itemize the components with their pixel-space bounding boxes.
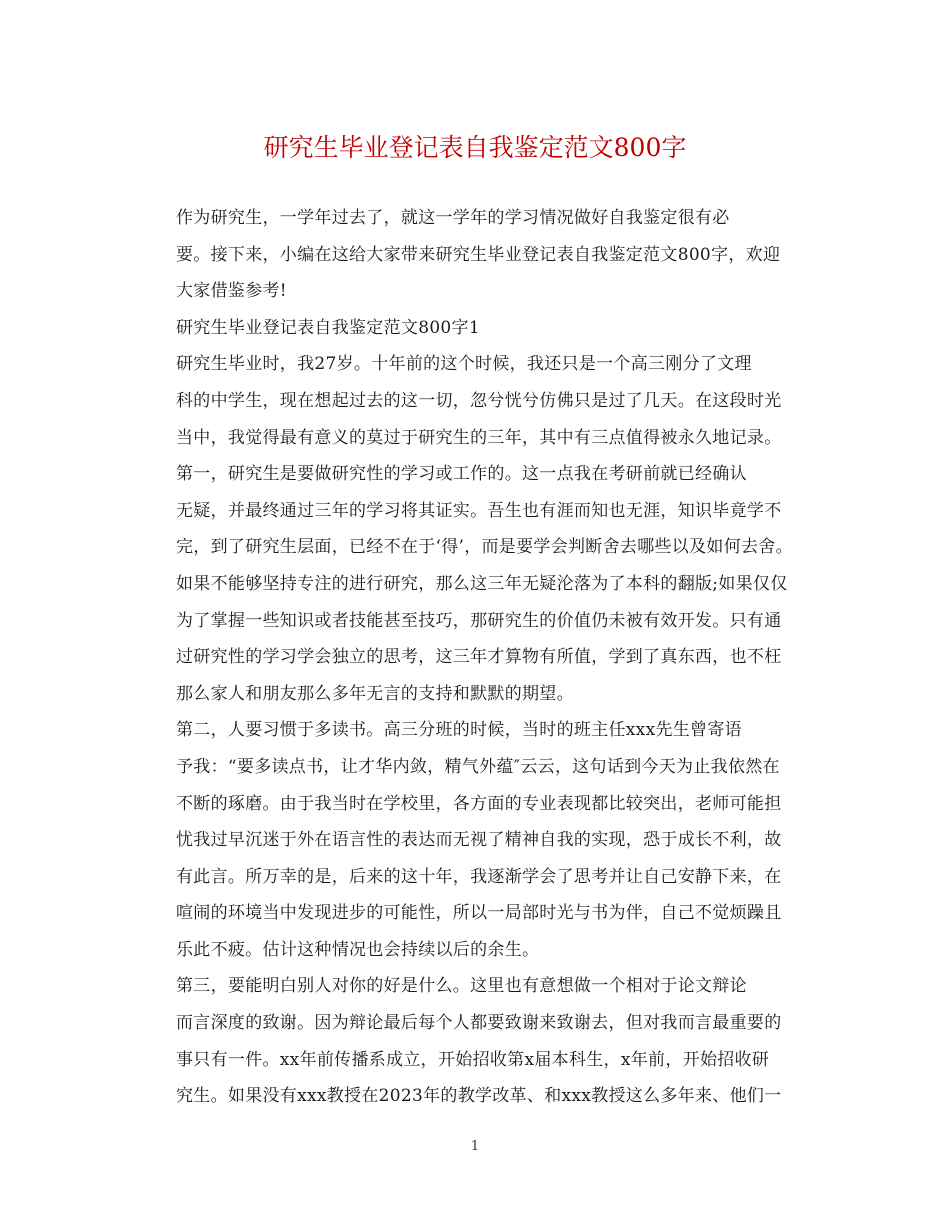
text-line: 为了掌握一些知识或者技能甚至技巧，那研究生的价值仍未被有效开发。只有通	[176, 610, 782, 631]
text-line: 第一，研究生是要做研究性的学习或工作的。这一点我在考研前就已经确认	[176, 464, 747, 485]
paragraph-intro	[142, 200, 804, 310]
text-line: 那么家人和朋友那么多年无言的支持和默默的期望。	[176, 683, 574, 704]
text-line: 当中，我觉得最有意义的莫过于研究生的三年，其中有三点值得被永久地记录。	[176, 427, 782, 448]
page-number: 1	[470, 1139, 480, 1154]
text-line: 忧我过早沉迷于外在语言性的表达而无视了精神自我的实现，恐于成长不利，故	[176, 830, 782, 851]
paragraph-first-point	[142, 456, 804, 712]
text-line: 而言深度的致谢。因为辩论最后每个人都要致谢来致谢去，但对我而言最重要的	[176, 1013, 782, 1034]
text-line: 事只有一件。xx年前传播系成立，开始招收第x届本科生，x年前，开始招收研	[176, 1049, 770, 1070]
text-line: 无疑，并最终通过三年的学习将其证实。吾生也有涯而知也无涯，知识毕竟学不	[176, 500, 782, 521]
text-line: 要。接下来，小编在这给大家带来研究生毕业登记表自我鉴定范文800字，欢迎	[176, 244, 781, 265]
text-line: 第三，要能明白别人对你的好是什么。这里也有意想做一个相对于论文辩论	[176, 976, 747, 997]
text-line: 有此言。所万幸的是，后来的这十年，我逐渐学会了思考并让自己安静下来，在	[176, 866, 782, 887]
document-title: 研究生毕业登记表自我鉴定范文800字	[263, 133, 687, 162]
text-line: 究生。如果没有xxx教授在2023年的教学改革、和xxx教授这么多年来、他们一	[176, 1086, 782, 1107]
text-line: 研究生毕业登记表自我鉴定范文800字1	[176, 317, 480, 338]
paragraph-second-point	[142, 712, 804, 968]
text-line: 过研究性的学习学会独立的思考，这三年才算物有所值，学到了真东西，也不枉	[176, 647, 782, 668]
paragraph-age	[142, 346, 804, 456]
text-line: 第二，人要习惯于多读书。高三分班的时候，当时的班主任xxx先生曾寄语	[176, 720, 742, 741]
text-line: 喧闹的环境当中发现进步的可能性，所以一局部时光与书为伴，自己不觉烦躁且	[176, 903, 782, 924]
text-line: 作为研究生，一学年过去了，就这一学年的学习情况做好自我鉴定很有必	[176, 208, 730, 228]
text-line: 科的中学生，现在想起过去的这一切，忽兮恍兮仿佛只是过了几天。在这段时光	[176, 390, 782, 411]
text-line: 如果不能够坚持专注的进行研究，那么这三年无疑沦落为了本科的翻版;如果仅仅	[176, 573, 788, 594]
text-line: 完，到了研究生层面，已经不在于‘得’，而是要学会判断舍去哪些以及如何去舍。	[176, 537, 793, 558]
text-line: 乐此不疲。估计这种情况也会持续以后的余生。	[176, 939, 540, 960]
text-line: 大家借鉴参考!	[176, 281, 287, 302]
section-heading	[142, 310, 804, 347]
text-line: 予我：“要多读点书，让才华内敛，精气外蕴″云云，这句话到今天为止我依然在	[176, 756, 780, 777]
paragraph-third-point	[142, 968, 804, 1114]
text-line: 不断的琢磨。由于我当时在学校里，各方面的专业表现都比较突出，老师可能担	[176, 793, 782, 814]
document-body	[142, 200, 804, 1115]
text-line: 研究生毕业时，我27岁。十年前的这个时候，我还只是一个高三刚分了文理	[176, 354, 752, 375]
